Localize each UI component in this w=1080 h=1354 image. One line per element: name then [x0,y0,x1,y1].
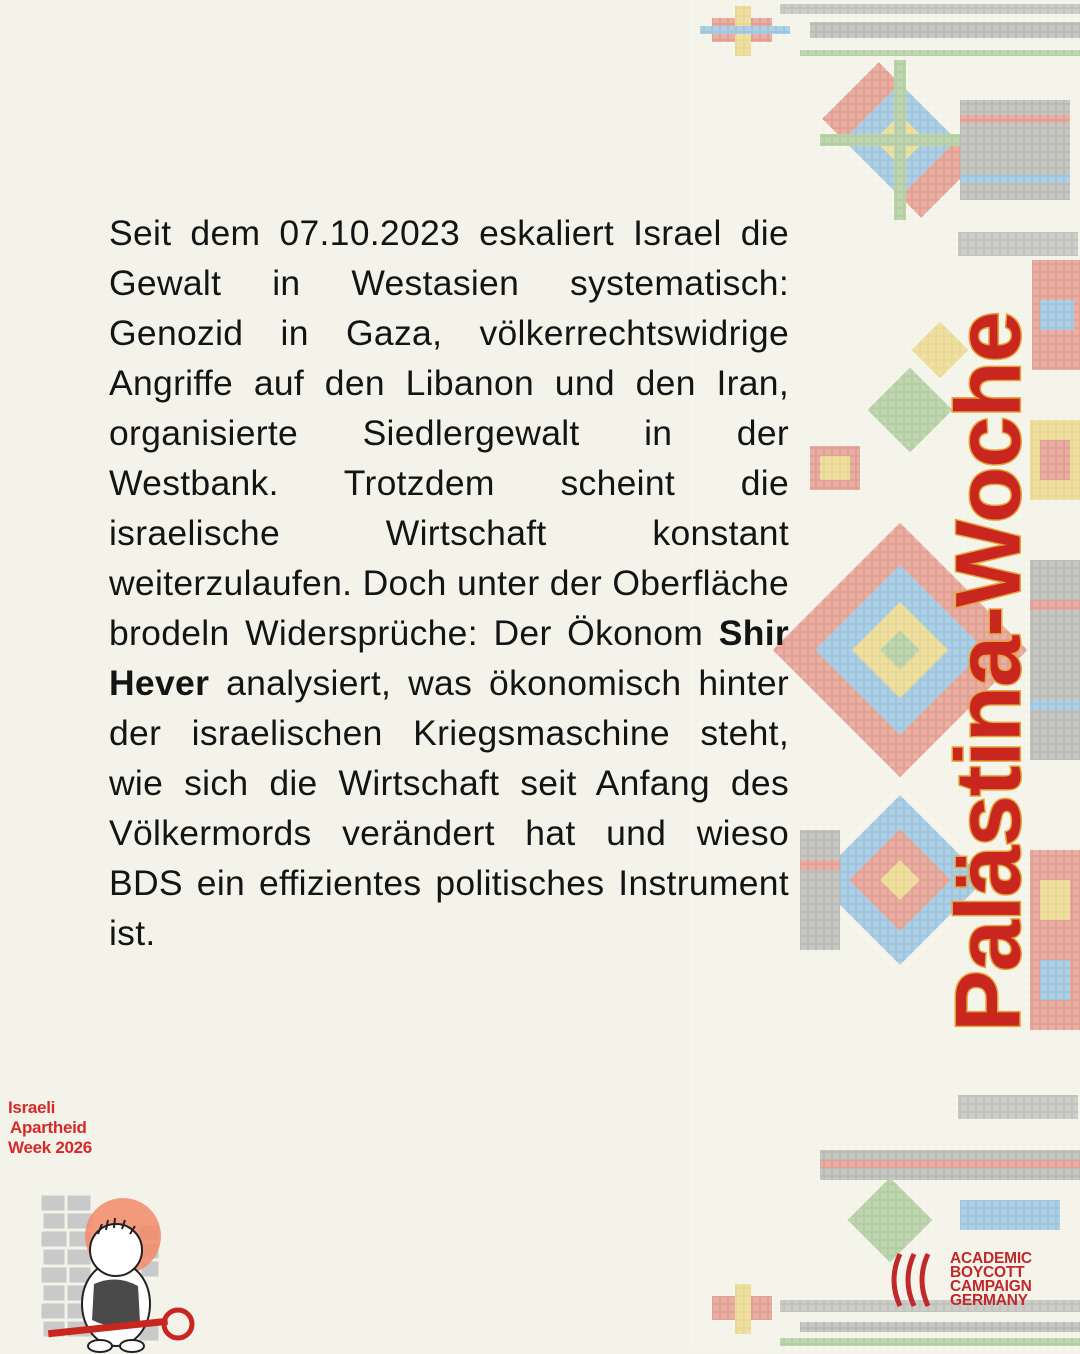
israeli-apartheid-week-logo [8,1098,198,1354]
iaw-logo-text [8,1098,198,1158]
speaker-name: Shir Hever [109,613,789,703]
handala-figure-icon [8,1154,198,1354]
academic-boycott-campaign-logo [886,1250,1066,1310]
description-part-1: Seit dem 07.10.2023 eskaliert Israel die Gewalt in Westasien systematisch: Genozid in Gaza, völkerrechtswidrige Angriffe auf den Libanon und den Iran, organisierte Siedlergewalt in der Westbank. Trotzdem scheint die israelische Wirtschaft konstant weiterzulaufen. Doch unter der Oberfläche brodeln Widersprüche: Der Ökonom [109,213,789,653]
description-part-2: analysiert, was ökonomisch hinter der israelischen Kriegsmaschine steht, wie sich die Wirtschaft seit Anfang des Völkermords verändert hat und wieso BDS ein effizientes politisches Instrument ist. [109,663,789,953]
iaw-line-1: Israeli [8,1098,56,1117]
event-description [109,208,789,958]
brackets-icon [886,1250,946,1310]
iaw-line-3: Week 2026 [8,1138,92,1157]
iaw-line-2: Apartheid [10,1118,87,1137]
abc-line-3: CAMPAIGN [950,1278,1032,1295]
abc-line-4: GERMANY [950,1292,1028,1309]
vertical-title: Palästina-Woche [937,312,1040,1032]
abc-line-1: ACADEMIC [950,1250,1032,1267]
abc-logo-text [950,1252,1032,1308]
abc-line-2: BOYCOTT [950,1264,1025,1281]
